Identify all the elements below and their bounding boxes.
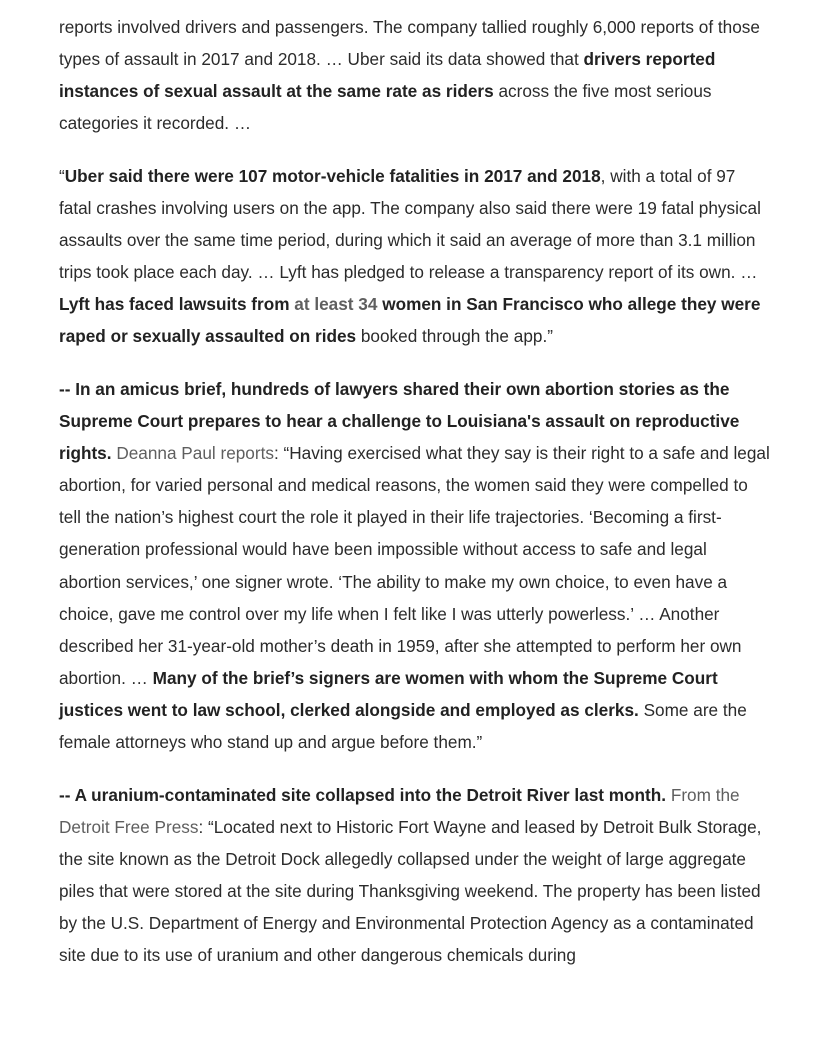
bold-text-run: Uber said there were 107 motor-vehicle fatalities in 2017 and 2018 [64, 165, 601, 186]
bold-text-run: drivers reported instances of sexual assault at the same rate as riders [59, 49, 716, 102]
link-detroit-free-press[interactable]: From the Detroit Free Press [59, 784, 740, 837]
bold-text-run: women in San Francisco who allege they were raped or sexually assaulted on rides [59, 294, 761, 347]
text-run: , with a total of 97 fatal crashes involving users on the app. The company also said there were 19 fatal physical assaults over the same time period, during which it said an average of more than 3.1 million trips took place each day. … Lyft has pledged to release a transparency report of its own. … [59, 165, 761, 283]
text-run: booked through the app.” [356, 326, 553, 347]
text-run: reports involved drivers and passengers. The company tallied roughly 6,000 reports of those types of assault in 2017 and 2018. … Uber said its data showed that [59, 17, 760, 70]
text-run: Some are the female attorneys who stand up and argue before them.” [59, 699, 747, 752]
text-run: “ [59, 165, 65, 186]
paragraph-amicus-brief [59, 373, 771, 758]
bold-text-run: -- A uranium-contaminated site collapsed into the Detroit River last month. [59, 784, 667, 805]
text-run: across the five most serious categories it recorded. … [59, 81, 712, 134]
text-run: : “Having exercised what they say is their right to a safe and legal abortion, for varied personal and medical reasons, the women said they were compelled to tell the nation’s highest court the role it played in their life trajectories. ‘Becoming a first-generation professional would have been impossible without access to safe and legal abortion services,’ one signer wrote. ‘The ability to make my own choice, to even have a choice, gave me control over my life when I felt like I was utterly powerless.’ … Another described her 31-year-old mother’s death in 1959, after she attempted to perform her own abortion. … [59, 443, 770, 688]
link-deanna-paul-reports[interactable]: Deanna Paul reports [116, 443, 274, 464]
text-run: : “Located next to Historic Fort Wayne and leased by Detroit Bulk Storage, the site known as the Detroit Dock allegedly collapsed under the weight of large aggregate piles that were stored at the site during Thanksgiving weekend. The property has been listed by the U.S. Department of Energy and Environmental Protection Agency as a contaminated site due to its use of uranium and other dangerous chemicals during [59, 816, 762, 966]
paragraph-uber-assault [59, 11, 771, 139]
link-lyft-lawsuits[interactable]: at least 34 [294, 294, 378, 315]
bold-text-run: -- In an amicus brief, hundreds of lawyers shared their own abortion stories as the Supreme Court prepares to hear a challenge to Louisiana's assault on reproductive rights. [59, 378, 740, 464]
bold-text-run: Many of the brief’s signers are women with whom the Supreme Court justices went to law school, clerked alongside and employed as clerks. [59, 667, 718, 720]
paragraph-uber-fatalities [59, 160, 771, 353]
bold-text-run: Lyft has faced lawsuits from [59, 294, 295, 315]
article-body [59, 11, 771, 992]
paragraph-detroit-river [59, 779, 771, 972]
